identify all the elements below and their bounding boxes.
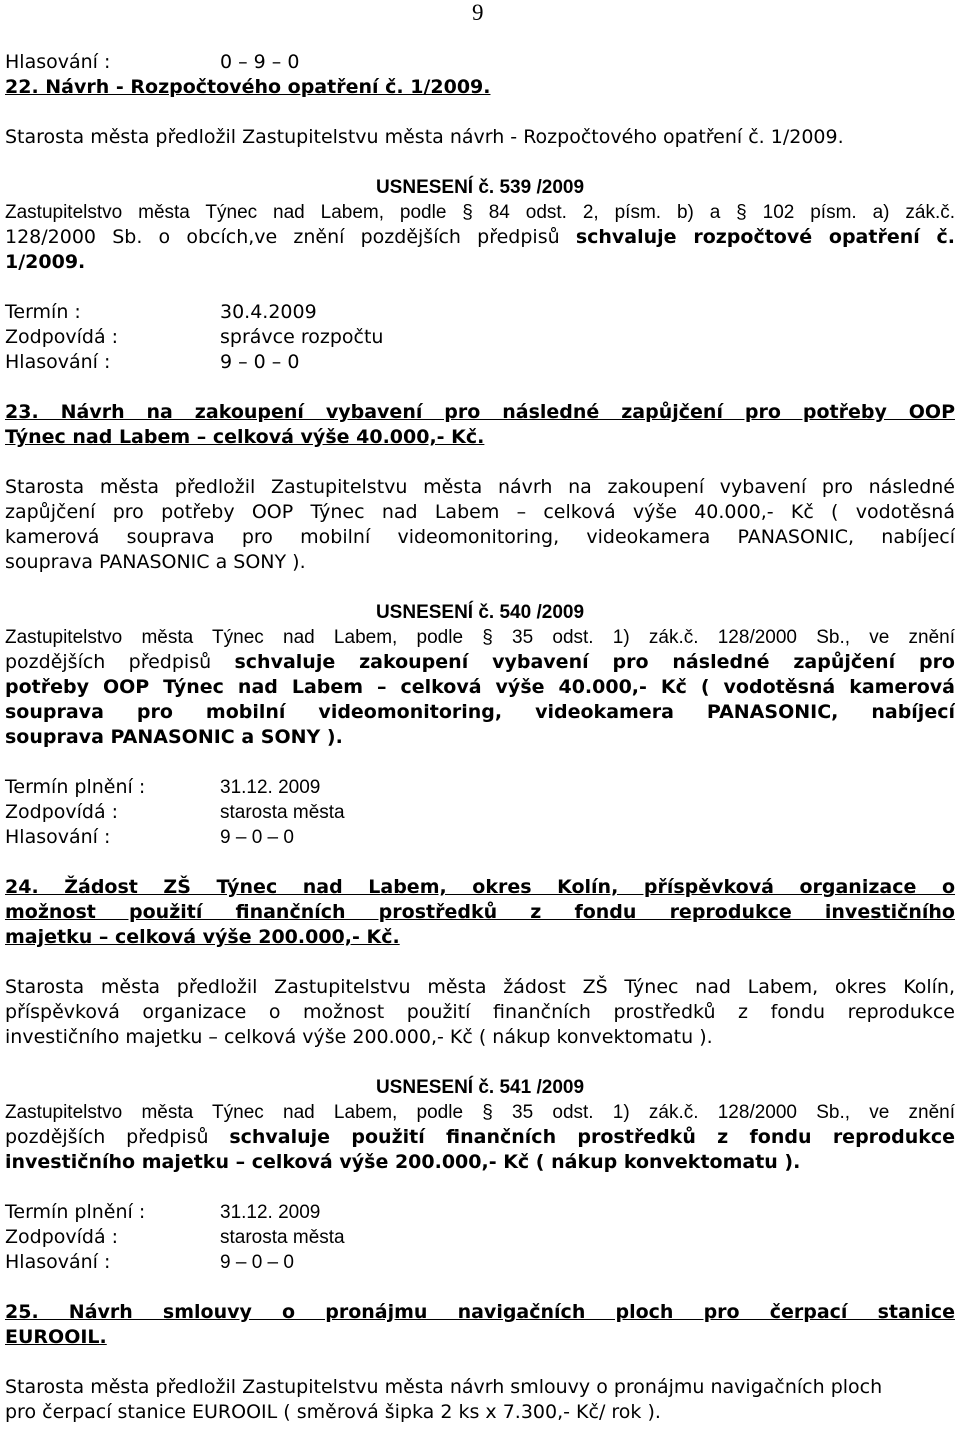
responsible-row [5, 800, 955, 825]
resolution-540-text-1: Zastupitelstvo města Týnec nad Labem, podle § 35 odst. 1) zák.č. 128/2000 Sb., ve znění [5, 627, 955, 648]
vote-row [5, 350, 955, 375]
item-22-heading: 22. Návrh - Rozpočtového opatření č. 1/2009. [5, 76, 491, 98]
deadline-value: 31.12. 2009 [220, 1202, 321, 1223]
vote-value: 9 – 0 – 0 [220, 351, 300, 373]
deadline-row [5, 1200, 955, 1225]
resolution-541-text-2b: schvaluje použití finančních prostředků z fondu reprodukce [229, 1126, 955, 1148]
item-23-intro-2: zapůjčení pro potřeby OOP Týnec nad Labem – celková výše 40.000,- Kč ( vodotěsná [5, 501, 955, 523]
deadline-value: 31.12. 2009 [220, 777, 321, 798]
item-23-heading-1: 23. Návrh na zakoupení vybavení pro následné zapůjčení pro potřeby OOP [5, 401, 955, 423]
vote-row [5, 825, 955, 850]
vote-row [5, 1250, 955, 1275]
vote-value: 0 – 9 – 0 [220, 51, 300, 73]
resolution-540-text-2a: pozdějších předpisů [5, 651, 235, 673]
responsible-label: Zodpovídá : [5, 801, 119, 823]
resolution-539-title: USNESENÍ č. 539 /2009 [375, 177, 585, 198]
vote-label: Hlasování : [5, 351, 111, 373]
item-24-heading-3: majetku – celková výše 200.000,- Kč. [5, 926, 400, 948]
resolution-539-text-1: Zastupitelstvo města Týnec nad Labem, podle § 84 odst. 2, písm. b) a § 102 písm. a) zák.č. [5, 202, 955, 223]
responsible-value: starosta města [220, 1227, 345, 1248]
resolution-539-text-2 [5, 225, 955, 250]
vote-value: 9 – 0 – 0 [220, 1252, 294, 1273]
deadline-value: 30.4.2009 [220, 301, 317, 323]
item-24-intro-2: příspěvková organizace o možnost použití finančních prostředků z fondu reprodukce [5, 1001, 955, 1023]
vote-row [5, 50, 955, 75]
item-25-intro-1: Starosta města předložil Zastupitelstvu města návrh smlouvy o pronájmu navigačních ploch [5, 1376, 883, 1398]
resolution-541-title: USNESENÍ č. 541 /2009 [375, 1077, 585, 1098]
resolution-540-text-2 [5, 650, 955, 675]
vote-label: Hlasování : [5, 51, 111, 73]
item-25-intro-2: pro čerpací stanice EUROOIL ( směrová šipka 2 ks x 7.300,- Kč/ rok ). [5, 1401, 661, 1423]
resolution-539-text-2b: schvaluje rozpočtové opatření č. [575, 226, 955, 248]
resolution-539-text-3: 1/2009. [5, 251, 86, 273]
item-23-intro-4: souprava PANASONIC a SONY ). [5, 551, 306, 573]
vote-label: Hlasování : [5, 1251, 111, 1273]
resolution-541-text-2a: pozdějších předpisů [5, 1126, 230, 1148]
vote-label: Hlasování : [5, 826, 111, 848]
resolution-541-text-1: Zastupitelstvo města Týnec nad Labem, podle § 35 odst. 1) zák.č. 128/2000 Sb., ve znění [5, 1102, 955, 1123]
item-24-heading-2: možnost použití finančních prostředků z fondu reprodukce investičního [5, 901, 955, 923]
deadline-label: Termín plnění : [5, 1201, 146, 1223]
responsible-label: Zodpovídá : [5, 326, 119, 348]
item-23-intro-3: kamerová souprava pro mobilní videomonitoring, videokamera PANASONIC, nabíjecí [5, 526, 955, 548]
responsible-row [5, 325, 955, 350]
item-24-heading-1: 24. Žádost ZŠ Týnec nad Labem, okres Kolín, příspěvková organizace o [5, 876, 955, 898]
resolution-541-text-3: investičního majetku – celková výše 200.000,- Kč ( nákup konvektomatu ). [5, 1151, 801, 1173]
responsible-value: správce rozpočtu [220, 326, 384, 348]
resolution-539-text-2a: 128/2000 Sb. o obcích,ve znění pozdějších předpisů [5, 226, 576, 248]
deadline-label: Termín : [5, 301, 81, 323]
deadline-row [5, 775, 955, 800]
resolution-540-text-5: souprava PANASONIC a SONY ). [5, 726, 343, 748]
item-23-intro-1: Starosta města předložil Zastupitelstvu města návrh na zakoupení vybavení pro následné [5, 476, 955, 498]
item-25-heading-1: 25. Návrh smlouvy o pronájmu navigačních ploch pro čerpací stanice [5, 1301, 955, 1323]
deadline-label: Termín plnění : [5, 776, 146, 798]
resolution-541-text-2 [5, 1125, 955, 1150]
document-body [5, 50, 955, 1425]
resolution-540-text-4: souprava pro mobilní videomonitoring, videokamera PANASONIC, nabíjecí [5, 701, 955, 723]
responsible-label: Zodpovídá : [5, 1226, 119, 1248]
responsible-row [5, 1225, 955, 1250]
page-number: 9 [472, 0, 484, 25]
resolution-540-text-3: potřeby OOP Týnec nad Labem – celková výše 40.000,- Kč ( vodotěsná kamerová [5, 676, 955, 698]
responsible-value: starosta města [220, 802, 345, 823]
vote-value: 9 – 0 – 0 [220, 827, 294, 848]
item-24-intro-1: Starosta města předložil Zastupitelstvu města žádost ZŠ Týnec nad Labem, okres Kolín, [5, 976, 955, 998]
item-24-intro-3: investičního majetku – celková výše 200.000,- Kč ( nákup konvektomatu ). [5, 1026, 713, 1048]
resolution-540-text-2b: schvaluje zakoupení vybavení pro následné zapůjčení pro [234, 651, 955, 673]
resolution-540-title: USNESENÍ č. 540 /2009 [375, 602, 585, 623]
item-23-heading-2: Týnec nad Labem – celková výše 40.000,- Kč. [5, 426, 485, 448]
item-25-heading-2: EUROOIL. [5, 1326, 107, 1348]
deadline-row [5, 300, 955, 325]
item-22-intro: Starosta města předložil Zastupitelstvu města návrh - Rozpočtového opatření č. 1/2009. [5, 126, 844, 148]
